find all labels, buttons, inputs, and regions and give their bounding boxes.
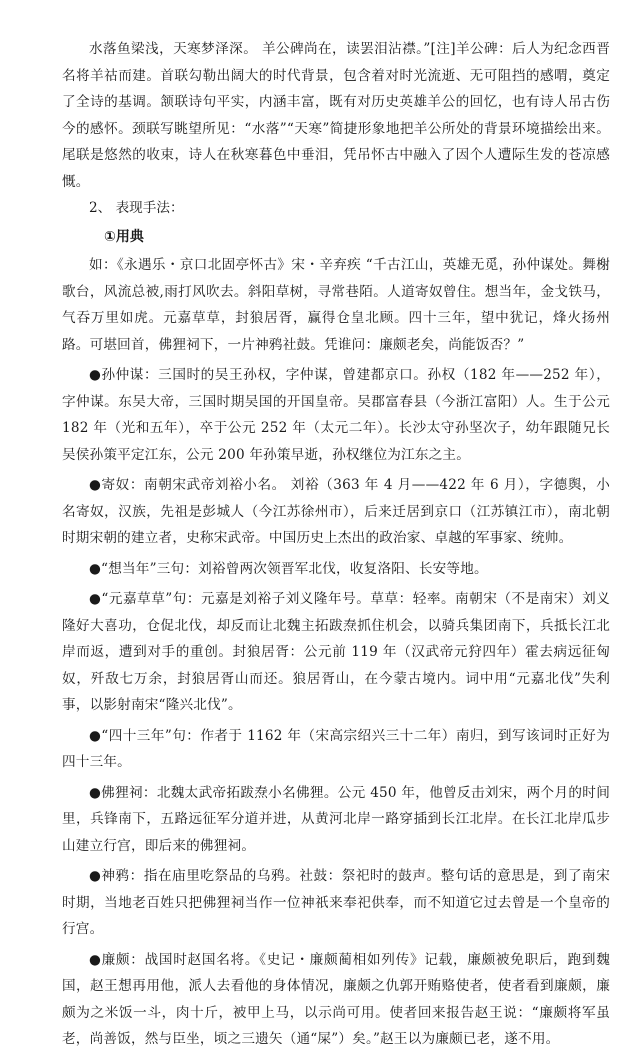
- note-forty-three-years: ●“四十三年”句：作者于 1162 年（宋高宗绍兴三十二年）南归，到写该词时正好为四十三年。: [62, 727, 610, 770]
- note-jinu: ●寄奴：南朝宋武帝刘裕小名。 刘裕（363 年 4 月——422 年 6 月），字德舆，小名寄奴，汉族，先祖是彭城人（今江苏徐州市），后来迁居到京口（江苏镇江市），南北朝时期宋朝的建立者，史称宋武帝。中国历史上杰出的政治家、卓越的军事家、统帅。: [62, 477, 610, 546]
- document-page: [62, 36, 610, 1053]
- analysis-paragraph: 水落鱼梁浅，天寒梦泽深。 羊公碑尚在，读罢泪沾襟。”[注]羊公碑：后人为纪念西晋名将羊祜而建。首联勾勒出阔大的时代背景，包含着对时光流逝、无可阻挡的感喟，奠定了全诗的基调。颔联诗句平实，内涵丰富，既有对历史英雄羊公的回忆，也有诗人吊古伤今的感怀。颈联写眺望所见：“水落”“天寒”简捷形象地把羊公所处的背景环境描绘出来。尾联是悠然的收束，诗人在秋寒暮色中垂泪，凭吊怀古中融入了因个人遭际生发的苍凉感慨。: [62, 41, 610, 190]
- note-lianpo: ●廉颇：战国时赵国名将。《史记・廉颇蔺相如列传》记载，廉颇被免职后，跑到魏国，赵王想再用他，派人去看他的身体情况，廉颇之仇郭开贿赂使者，使者看到廉颇，廉颇为之米饭一斗，肉十斤，被甲上马，以示尚可用。使者回来报告赵王说：“廉颇将军虽老，尚善饭，然与臣坐，顷之三遗矢（通“屎”）矣。”赵王以为廉颇已老，遂不用。: [62, 951, 610, 1047]
- example-poem-paragraph: 如：《永遇乐・京口北固亭怀古》宋・辛弃疾 “千古江山，英雄无觅，孙仲谋处。舞榭歌台，风流总被,雨打风吹去。斜阳草树，寻常巷陌。人道寄奴曾住。想当年，金戈铁马，气吞万里如虎。元嘉草草，封狼居胥，赢得仓皇北顾。四十三年，望中犹记，烽火扬州路。可堪回首，佛狸祠下，一片神鸦社鼓。凭谁问：廉颇老矣，尚能饭否？”: [62, 257, 610, 353]
- note-folici: ●佛狸祠：北魏太武帝拓跋焘小名佛狸。公元 450 年，他曾反击刘宋，两个月的时间里，兵锋南下，五路远征军分道并进，从黄河北岸一路穿插到长江北岸。在长江北岸瓜步山建立行宫，即后来的佛狸祠。: [62, 784, 610, 854]
- subsection-title-allusion: ①用典: [104, 228, 144, 245]
- note-shenya: ●神鸦：指在庙里吃祭品的乌鸦。社鼓：祭祀时的鼓声。整句话的意思是，到了南宋时期，当地老百姓只把佛狸祠当作一位神祇来奉祀供奉，而不知道它过去曾是一个皇帝的行宫。: [62, 868, 610, 937]
- note-sun-zhongmou: ●孙仲谋：三国时的吴王孙权，字仲谋，曾建都京口。孙权（182 年——252 年），字仲谋。东吴大帝，三国时期吴国的开国皇帝。吴郡富春县（今浙江富阳）人。生于公元 182 年（光和五年），卒于公元 252 年（太元二年）。长沙太守孙坚次子，幼年跟随兄长吴侯孙策平定江东，公元 200 年孙策早逝，孙权继位为江东之主。: [62, 367, 610, 463]
- note-yuanjia-caocao: ●“元嘉草草”句：元嘉是刘裕子刘义隆年号。草草：轻率。南朝宋（不是南宋）刘义隆好大喜功，仓促北伐，却反而让北魏主拓跋焘抓住机会，以骑兵集团南下，兵抵长江北岸而返，遭到对手的重创。封狼居胥：公元前 119 年（汉武帝元狩四年）霍去病远征匈奴，歼敌七万余，封狼居胥山而还。狼居胥山，在今蒙古境内。词中用“元嘉北伐”失利事，以影射南宋“隆兴北伐”。: [62, 591, 610, 713]
- section-title-techniques: 2、 表现手法：: [89, 200, 184, 216]
- note-xiang-dang-nian: ●“想当年”三句：刘裕曾两次领晋军北伐，收复洛阳、长安等地。: [89, 560, 488, 577]
